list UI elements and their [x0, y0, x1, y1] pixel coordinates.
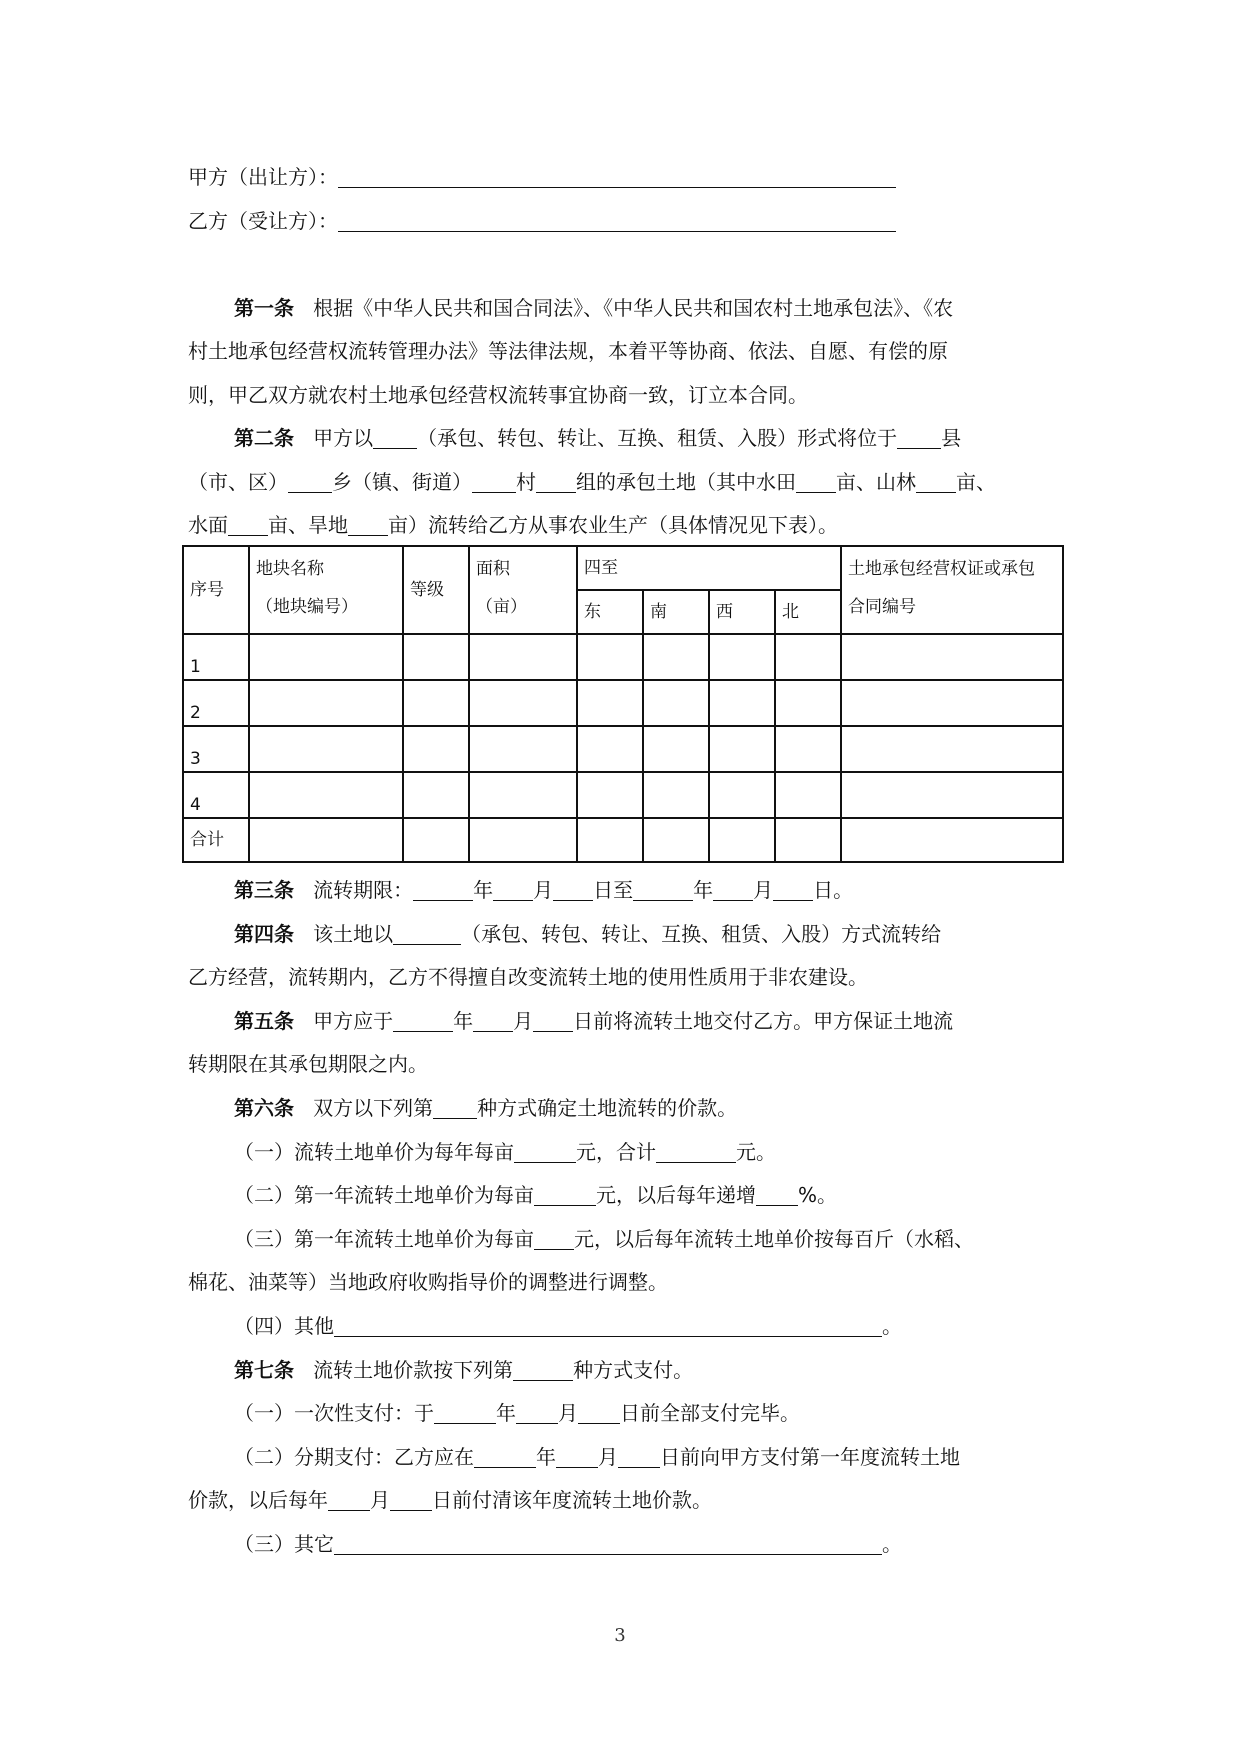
table-cell[interactable] — [577, 818, 643, 862]
header-west — [709, 590, 775, 634]
row-seq: 1 — [183, 634, 249, 680]
article-6-text: （一）流转土地单价为每年每亩 — [234, 1140, 514, 1164]
header-east — [577, 590, 643, 634]
header-north — [775, 590, 841, 634]
header-south-label: 南 — [650, 602, 667, 622]
table-row — [183, 634, 1063, 680]
table-cell[interactable] — [775, 818, 841, 862]
table-cell[interactable] — [403, 726, 469, 772]
table-cell[interactable] — [775, 634, 841, 680]
row-seq: 4 — [183, 772, 249, 818]
form-blank — [288, 472, 332, 493]
header-parcel-name — [249, 546, 403, 634]
table-cell[interactable] — [841, 634, 1063, 680]
article-5-line-1 — [234, 1007, 953, 1035]
article-2-text: （承包、转包、转让、互换、租赁、入股）形式将位于 — [417, 426, 898, 450]
article-2-line-3 — [188, 511, 838, 539]
article-7-text: 流转土地价款按下列第 — [313, 1358, 514, 1382]
article-1-text: 根据《中华人民共和国合同法》、《中华人民共和国农村土地承包法》、《农 — [313, 296, 954, 320]
article-5-text: 转期限在其承包期限之内。 — [188, 1052, 428, 1076]
article-7-option-2-cont — [188, 1486, 712, 1514]
article-2-text: 水面 — [188, 513, 228, 537]
article-7-option-2 — [234, 1443, 960, 1471]
party-a-line — [188, 163, 896, 191]
article-3-text: 流转期限： — [313, 878, 414, 902]
article-4-line-1 — [234, 920, 941, 948]
article-2-line-2 — [188, 468, 996, 496]
table-cell[interactable] — [469, 634, 577, 680]
article-7-text: 月 — [598, 1445, 618, 1469]
article-7-text: 年 — [536, 1445, 556, 1469]
article-6-text: 种方式确定土地流转的价款。 — [477, 1096, 738, 1120]
table-cell[interactable] — [709, 772, 775, 818]
party-b-blank — [338, 211, 896, 232]
table-cell[interactable] — [841, 818, 1063, 862]
article-7-text: 日前全部支付完毕。 — [620, 1401, 800, 1425]
article-7-text: 月 — [370, 1488, 390, 1512]
article-3-text: 月 — [533, 878, 554, 902]
form-blank — [348, 515, 388, 536]
table-cell[interactable] — [249, 772, 403, 818]
table-row-total — [183, 818, 1063, 862]
table-cell[interactable] — [709, 726, 775, 772]
table-cell[interactable] — [775, 772, 841, 818]
table-cell[interactable] — [469, 818, 577, 862]
table-cell[interactable] — [841, 680, 1063, 726]
form-blank — [334, 1316, 882, 1337]
article-6-heading: 第六条 — [234, 1096, 294, 1120]
article-7-text: 月 — [558, 1401, 578, 1425]
form-blank — [553, 880, 593, 901]
table-cell[interactable] — [709, 818, 775, 862]
form-blank — [536, 472, 576, 493]
article-2-text: （市、区） — [188, 470, 288, 494]
form-blank — [516, 1403, 558, 1424]
form-blank — [373, 428, 417, 449]
article-7-text: （二）分期支付：乙方应在 — [234, 1445, 474, 1469]
article-5-text: 甲方应于 — [313, 1009, 394, 1033]
form-blank — [916, 472, 956, 493]
table-cell[interactable] — [841, 772, 1063, 818]
header-west-label: 西 — [716, 602, 733, 622]
header-parcel-name-label: 地块名称 — [256, 559, 324, 579]
article-3-heading: 第三条 — [234, 878, 294, 902]
article-6-text: 双方以下列第 — [313, 1096, 434, 1120]
party-a-blank — [338, 167, 896, 188]
form-blank — [433, 1098, 477, 1119]
table-cell[interactable] — [469, 726, 577, 772]
article-4-text: 乙方经营，流转期内，乙方不得擅自改变流转土地的使用性质用于非农建设。 — [188, 965, 868, 989]
table-cell[interactable] — [577, 680, 643, 726]
page-number: 3 — [614, 1625, 626, 1646]
article-2-heading: 第二条 — [234, 426, 294, 450]
article-7-option-1 — [234, 1399, 800, 1427]
article-2-text: 乡（镇、街道） — [332, 470, 472, 494]
article-6-text: 。 — [882, 1314, 902, 1338]
article-6-option-1 — [234, 1138, 776, 1166]
form-blank — [534, 1229, 574, 1250]
table-cell[interactable] — [577, 634, 643, 680]
article-6-text: （四）其他 — [234, 1314, 334, 1338]
header-seq-label: 序号 — [190, 580, 224, 600]
article-6-text: 元，以后每年流转土地单价按每百斤（水稻、 — [574, 1227, 974, 1251]
article-7-text: 日前付清该年度流转土地价款。 — [432, 1488, 712, 1512]
article-5-line-2 — [188, 1050, 428, 1078]
form-blank — [334, 1534, 882, 1555]
form-blank — [656, 1142, 736, 1163]
table-cell[interactable] — [403, 634, 469, 680]
header-parcel-id-label: （地块编号） — [256, 597, 358, 617]
table-cell[interactable] — [775, 726, 841, 772]
article-5-heading: 第五条 — [234, 1009, 294, 1033]
header-east-label: 东 — [584, 602, 601, 622]
article-7-text: 年 — [496, 1401, 516, 1425]
header-grade-label: 等级 — [410, 580, 444, 600]
article-2-text: 亩、旱地 — [268, 513, 348, 537]
article-6-text: （二）第一年流转土地单价为每亩 — [234, 1183, 534, 1207]
article-6-text: （三）第一年流转土地单价为每亩 — [234, 1227, 534, 1251]
party-a-label: 甲方（出让方）： — [188, 165, 338, 189]
form-blank — [773, 880, 813, 901]
article-6-option-4 — [234, 1312, 902, 1340]
table-cell[interactable] — [643, 680, 709, 726]
header-area-label: 面积 — [476, 559, 510, 579]
article-6-line-1 — [234, 1094, 737, 1122]
article-3-text: 年 — [693, 878, 714, 902]
article-6-text: %。 — [798, 1183, 838, 1207]
table-cell[interactable] — [643, 818, 709, 862]
table-cell[interactable] — [249, 818, 403, 862]
table-cell[interactable] — [643, 634, 709, 680]
form-blank — [556, 1447, 598, 1468]
table-cell[interactable] — [841, 726, 1063, 772]
header-boundaries-label: 四至 — [584, 558, 618, 578]
form-blank — [328, 1490, 370, 1511]
form-blank — [514, 1142, 576, 1163]
article-2-text: 甲方以 — [313, 426, 374, 450]
form-blank — [897, 428, 941, 449]
article-6-option-3-cont — [188, 1268, 668, 1296]
row-total-label: 合计 — [183, 818, 249, 862]
form-blank — [578, 1403, 620, 1424]
article-5-text: 日前将流转土地交付乙方。甲方保证土地流 — [573, 1009, 954, 1033]
table-cell[interactable] — [775, 680, 841, 726]
table-row — [183, 726, 1063, 772]
form-blank — [713, 880, 753, 901]
table-row — [183, 772, 1063, 818]
table-cell[interactable] — [469, 680, 577, 726]
form-blank — [413, 880, 473, 901]
article-7-text: 种方式支付。 — [573, 1358, 694, 1382]
article-7-text: 。 — [882, 1532, 902, 1556]
table-row — [183, 680, 1063, 726]
header-boundaries — [577, 546, 841, 590]
table-cell[interactable] — [403, 680, 469, 726]
form-blank — [228, 515, 268, 536]
form-blank — [618, 1447, 660, 1468]
article-7-option-3 — [234, 1530, 902, 1558]
header-south — [643, 590, 709, 634]
article-1-line-1 — [234, 294, 953, 322]
article-3-text: 日。 — [813, 878, 854, 902]
article-6-text: 元，合计 — [576, 1140, 656, 1164]
article-2-text: 亩）流转给乙方从事农业生产（具体情况见下表）。 — [388, 513, 838, 537]
article-4-text: 该土地以 — [313, 922, 394, 946]
article-5-text: 年 — [453, 1009, 474, 1033]
article-3-text: 年 — [473, 878, 494, 902]
article-7-text: （三）其它 — [234, 1532, 334, 1556]
row-seq: 2 — [183, 680, 249, 726]
table-cell[interactable] — [403, 818, 469, 862]
land-parcel-table — [182, 545, 1064, 863]
header-area-unit: （亩） — [476, 597, 527, 617]
form-blank — [493, 880, 533, 901]
article-4-heading: 第四条 — [234, 922, 294, 946]
form-blank — [633, 880, 693, 901]
form-blank — [533, 1011, 573, 1032]
party-b-line — [188, 207, 896, 235]
article-6-option-2 — [234, 1181, 837, 1209]
article-2-text: 组的承包土地（其中水田 — [576, 470, 796, 494]
article-2-text: 亩、山林 — [836, 470, 916, 494]
article-7-line-1 — [234, 1356, 693, 1384]
article-3-text: 月 — [753, 878, 774, 902]
form-blank — [393, 1011, 453, 1032]
table-cell[interactable] — [577, 772, 643, 818]
article-2-line-1 — [234, 424, 961, 452]
table-cell[interactable] — [249, 634, 403, 680]
article-1-line-3 — [188, 381, 808, 409]
table-cell[interactable] — [249, 726, 403, 772]
form-blank — [434, 1403, 496, 1424]
header-north-label: 北 — [782, 602, 799, 622]
article-7-text: 日前向甲方支付第一年度流转土地 — [660, 1445, 960, 1469]
form-blank — [393, 924, 461, 945]
article-6-option-3 — [234, 1225, 974, 1253]
article-7-text: 价款，以后每年 — [188, 1488, 328, 1512]
article-1-text: 村土地承包经营权流转管理办法》等法律法规，本着平等协商、依法、自愿、有偿的原 — [188, 339, 948, 363]
article-4-line-2 — [188, 963, 868, 991]
article-1-text: 则，甲乙双方就农村土地承包经营权流转事宜协商一致，订立本合同。 — [188, 383, 808, 407]
table-cell[interactable] — [643, 772, 709, 818]
form-blank — [473, 1011, 513, 1032]
table-cell[interactable] — [577, 726, 643, 772]
table-cell[interactable] — [249, 680, 403, 726]
article-2-text: 县 — [941, 426, 962, 450]
party-b-label: 乙方（受让方）： — [188, 209, 338, 233]
article-7-text: （一）一次性支付：于 — [234, 1401, 434, 1425]
form-blank — [796, 472, 836, 493]
article-6-text: 棉花、油菜等）当地政府收购指导价的调整进行调整。 — [188, 1270, 668, 1294]
header-contract-no-label: 合同编号 — [848, 597, 916, 617]
article-6-text: 元，以后每年递增 — [596, 1183, 756, 1207]
header-seq — [183, 546, 249, 634]
form-blank — [513, 1360, 573, 1381]
article-3-text: 日至 — [593, 878, 634, 902]
form-blank — [472, 472, 516, 493]
header-certificate-label: 土地承包经营权证或承包 — [848, 559, 1035, 579]
table-cell[interactable] — [403, 772, 469, 818]
form-blank — [474, 1447, 536, 1468]
article-1-line-2 — [188, 337, 948, 365]
article-6-text: 元。 — [736, 1140, 776, 1164]
header-grade — [403, 546, 469, 634]
article-4-text: （承包、转包、转让、互换、租赁、入股）方式流转给 — [461, 922, 942, 946]
form-blank — [390, 1490, 432, 1511]
table-cell[interactable] — [469, 772, 577, 818]
header-area — [469, 546, 577, 634]
table-cell[interactable] — [709, 680, 775, 726]
form-blank — [534, 1185, 596, 1206]
header-certificate — [841, 546, 1063, 634]
article-5-text: 月 — [513, 1009, 534, 1033]
article-3-line — [234, 876, 853, 904]
article-7-heading: 第七条 — [234, 1358, 294, 1382]
table-cell[interactable] — [643, 726, 709, 772]
row-seq: 3 — [183, 726, 249, 772]
table-cell[interactable] — [709, 634, 775, 680]
form-blank — [756, 1185, 798, 1206]
article-2-text: 村 — [516, 470, 536, 494]
article-1-heading: 第一条 — [234, 296, 294, 320]
article-2-text: 亩、 — [956, 470, 996, 494]
